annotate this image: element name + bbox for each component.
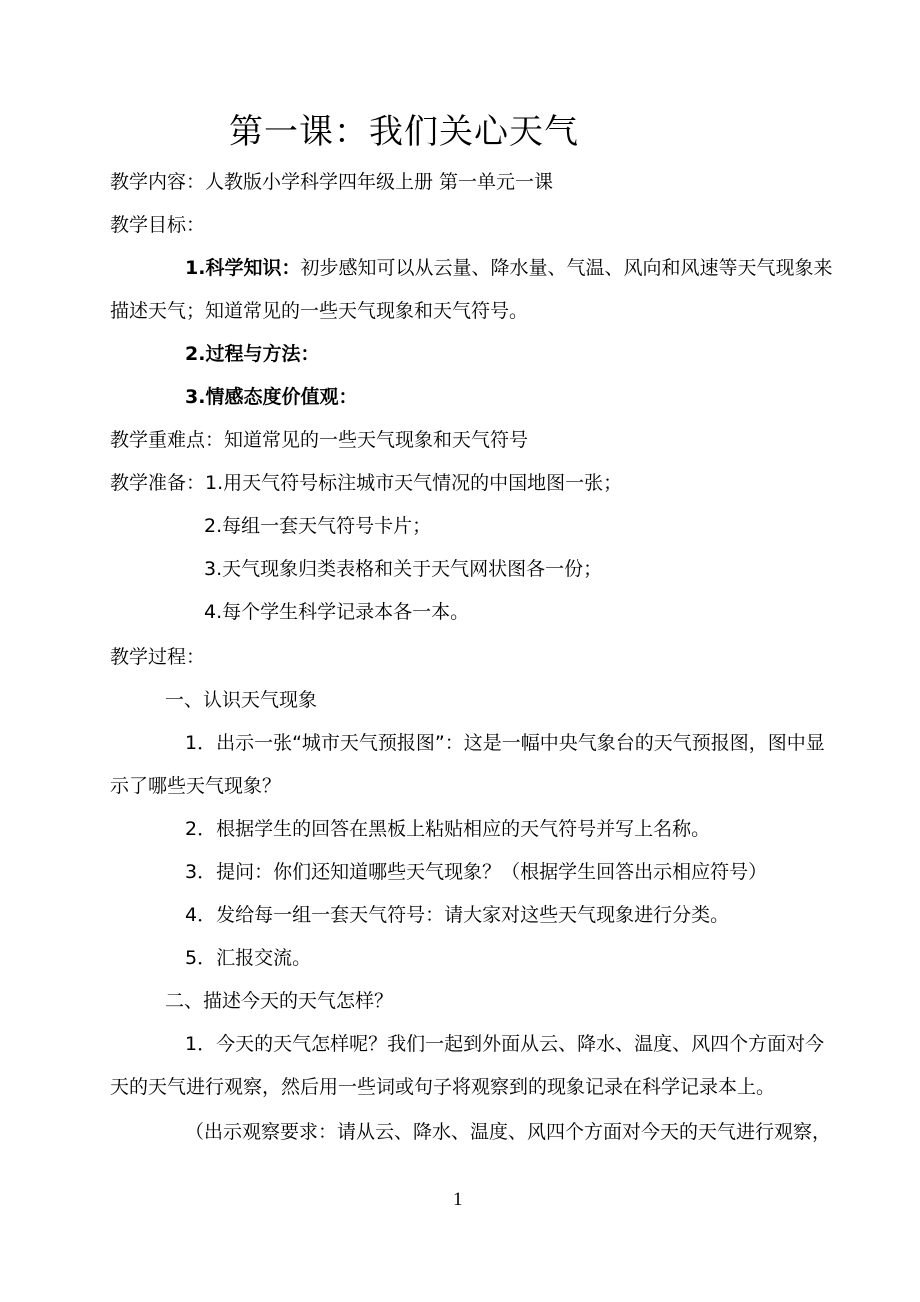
objective-1 (185, 254, 832, 282)
s1-item-3: 3．提问：你们还知道哪些天气现象？（根据学生回答出示相应符号） (185, 861, 768, 883)
process-heading: 教学过程： (110, 646, 206, 668)
objective-1-text: 初步感知可以从云量、降水量、气温、风向和风速等天气现象来 (300, 257, 833, 279)
s1-item-5: 5．汇报交流。 (185, 947, 312, 969)
section-2-heading: 二、描述今天的天气怎样？ (165, 990, 394, 1012)
objective-1-label: 1.科学知识： (185, 257, 301, 279)
objective-2: 2.过程与方法： (185, 343, 320, 365)
s2-item-1-continued: 天的天气进行观察，然后用一些词或句子将观察到的现象记录在科学记录本上。 (110, 1076, 776, 1098)
objective-3: 3.情感态度价值观： (185, 386, 358, 408)
prep-line-4: 4.每个学生科学记录本各一本。 (204, 601, 470, 623)
page-number: 1 (453, 1189, 463, 1210)
objectives-heading: 教学目标： (110, 214, 206, 236)
key-points: 教学重难点：知道常见的一些天气现象和天气符号 (110, 429, 529, 451)
s1-item-2: 2．根据学生的回答在黑板上粘贴相应的天气符号并写上名称。 (185, 818, 711, 840)
s2-item-1: 1．今天的天气怎样呢？我们一起到外面从云、降水、温度、风四个方面对今 (185, 1033, 825, 1055)
s1-item-1: 1．出示一张“城市天气预报图”：这是一幅中央气象台的天气预报图，图中显 (185, 732, 825, 754)
s2-note: （出示观察要求：请从云、降水、温度、风四个方面对今天的天气进行观察， (185, 1121, 832, 1143)
prep-line-2: 2.每组一套天气符号卡片； (204, 515, 432, 537)
s1-item-1-continued: 示了哪些天气现象？ (110, 775, 282, 797)
section-1-heading: 一、认识天气现象 (165, 689, 318, 711)
s1-item-4: 4．发给每一组一套天气符号：请大家对这些天气现象进行分类。 (185, 904, 730, 926)
prep-line-3: 3.天气现象归类表格和关于天气网状图各一份； (204, 558, 603, 580)
content-line: 教学内容：人教版小学科学四年级上册 第一单元一课 (110, 171, 554, 193)
page-title: 第一课：我们关心天气 (229, 112, 579, 152)
objective-1-continued: 描述天气；知道常见的一些天气现象和天气符号。 (110, 300, 529, 322)
prep-line-1: 教学准备：1.用天气符号标注城市天气情况的中国地图一张； (110, 472, 623, 494)
